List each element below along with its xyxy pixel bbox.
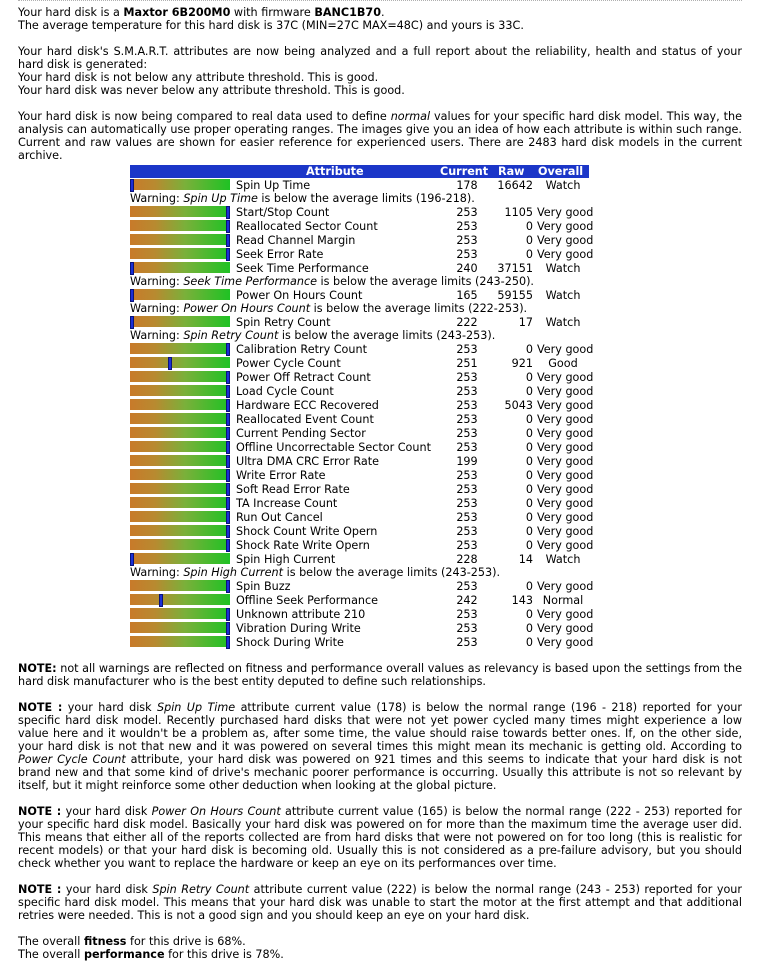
attribute-name: Power Off Retract Count — [236, 371, 371, 384]
range-bar — [130, 399, 230, 410]
current-value: 253 — [456, 483, 478, 496]
overall-status: Watch — [545, 553, 581, 566]
overall-status: Very good — [537, 469, 594, 482]
current-value: 253 — [456, 636, 478, 649]
current-value: 251 — [456, 357, 478, 370]
warning-attribute: Spin Up Time — [183, 192, 258, 205]
attribute-warning — [130, 329, 590, 342]
overall-status: Watch — [545, 316, 581, 329]
attribute-name: Power Cycle Count — [236, 357, 341, 370]
drive-intro — [18, 6, 742, 32]
raw-value: 143 — [511, 594, 533, 607]
note-label: NOTE : — [18, 701, 63, 714]
range-bar — [130, 539, 230, 550]
raw-value: 0 — [525, 455, 533, 468]
note-attribute: Power On Hours Count — [151, 805, 281, 818]
note-text: attribute current value (178) is below the normal range (196 - 218) reported for your specific hard disk model. Recently purchased hard disks that were not yet power cycled many times might experience a low value here and it wouldn't be a problem as, after some time, the value should raise towards better ones. If, on the other side, your hard disk is not that new and it was powered on several times this might mean its mechanic is getting old. According to — [18, 701, 742, 753]
overall-status: Very good — [537, 220, 594, 233]
range-bar — [130, 179, 230, 190]
current-value: 240 — [456, 262, 478, 275]
drive-model-line — [18, 6, 742, 19]
attribute-row — [130, 288, 590, 302]
attribute-row — [130, 579, 594, 593]
raw-value: 0 — [525, 580, 533, 593]
range-bar — [130, 483, 230, 494]
threshold-history: Your hard disk was never below any attribute threshold. This is good. — [18, 84, 405, 97]
attribute-name: Spin Buzz — [236, 580, 291, 593]
header-attribute: Attribute — [306, 165, 364, 178]
raw-value: 0 — [525, 483, 533, 496]
range-marker — [226, 220, 230, 233]
attribute-name: Reallocated Sector Count — [236, 220, 378, 233]
range-marker — [168, 357, 172, 370]
range-marker — [130, 179, 134, 192]
attribute-name: Soft Read Error Rate — [236, 483, 350, 496]
attribute-row — [130, 426, 594, 440]
range-bar — [130, 234, 230, 245]
compare-text: values for your specific hard disk model. This way, the analysis can automatically use proper operating ranges. The images give you an idea of how each attribute is within such range. Current and raw values are shown for easier reference for experienced users. There are 2483 hard disk models in the current archive. — [18, 110, 742, 162]
intro-text: with firmware — [230, 6, 315, 19]
range-bar — [130, 469, 230, 480]
header-current: Current — [440, 165, 489, 178]
overall-status: Very good — [537, 427, 594, 440]
range-bar — [130, 636, 230, 647]
table-body — [130, 178, 594, 649]
attribute-row — [130, 384, 594, 398]
raw-value: 5043 — [504, 399, 533, 412]
overall-status: Very good — [537, 206, 594, 219]
attribute-row — [130, 370, 594, 384]
range-marker — [226, 234, 230, 247]
attribute-warning — [130, 566, 590, 579]
range-marker — [130, 289, 134, 302]
attribute-row — [130, 621, 594, 635]
warning-text: is below the average limits (243-253). — [283, 566, 501, 579]
overall-status: Very good — [537, 636, 594, 649]
attribute-name: Reallocated Event Count — [236, 413, 374, 426]
range-bar — [130, 343, 230, 354]
range-marker — [226, 399, 230, 412]
note-text: your hard disk — [61, 883, 153, 896]
current-value: 253 — [456, 525, 478, 538]
current-value: 253 — [456, 511, 478, 524]
range-marker — [130, 553, 134, 566]
attribute-row — [130, 440, 594, 454]
overall-status: Good — [548, 357, 578, 370]
compare-text: Your hard disk is now being compared to real data used to define — [18, 110, 391, 123]
temperature-line: The average temperature for this hard disk is 37C (MIN=27C MAX=48C) and yours is 33C. — [18, 19, 524, 32]
attribute-name: Vibration During Write — [236, 622, 361, 635]
current-value: 253 — [456, 608, 478, 621]
range-marker — [130, 262, 134, 275]
raw-value: 0 — [525, 234, 533, 247]
attribute-row — [130, 552, 590, 566]
comparison-paragraph — [18, 110, 742, 162]
attribute-name: Write Error Rate — [236, 469, 326, 482]
range-bar — [130, 413, 230, 424]
overall-status: Very good — [537, 248, 594, 261]
current-value: 165 — [456, 289, 478, 302]
overall-status: Very good — [537, 539, 594, 552]
overall-summary — [18, 935, 742, 961]
warning-attribute: Spin Retry Count — [183, 329, 279, 342]
raw-value: 0 — [525, 636, 533, 649]
attribute-name: Offline Seek Performance — [236, 594, 379, 607]
attribute-name: Shock During Write — [236, 636, 344, 649]
warning-prefix: Warning: — [130, 566, 184, 579]
current-value: 253 — [456, 622, 478, 635]
attribute-name: Spin Retry Count — [236, 316, 331, 329]
range-marker — [130, 316, 134, 329]
raw-value: 0 — [525, 371, 533, 384]
header-raw: Raw — [498, 165, 525, 178]
range-marker — [226, 525, 230, 538]
attribute-name: Start/Stop Count — [236, 206, 330, 219]
range-marker — [226, 539, 230, 552]
current-value: 253 — [456, 220, 478, 233]
attribute-row — [130, 398, 594, 412]
raw-value: 16642 — [497, 179, 533, 192]
attribute-row — [130, 315, 590, 329]
current-value: 178 — [456, 179, 478, 192]
raw-value: 0 — [525, 511, 533, 524]
range-bar — [130, 385, 230, 396]
raw-value: 0 — [525, 608, 533, 621]
attribute-name: Seek Time Performance — [236, 262, 369, 275]
overall-text: for this drive is 78%. — [164, 948, 284, 961]
compare-emphasis: normal — [390, 110, 431, 123]
overall-status: Normal — [542, 594, 584, 607]
attribute-name: TA Increase Count — [236, 497, 338, 510]
raw-value: 37151 — [497, 262, 533, 275]
attribute-name: Spin Up Time — [236, 179, 311, 192]
range-marker — [226, 427, 230, 440]
note-power-on-hours — [18, 805, 742, 870]
overall-status: Very good — [537, 441, 594, 454]
note-text: your hard disk — [62, 701, 157, 714]
note-text: attribute current value (222) is below the normal range (243 - 253) reported for your specific hard disk model. This means that your hard disk was unable to start the motor at the first attempt and that additional retries were needed. This is not a good sign and you should keep an eye on your hard disk. — [18, 883, 742, 922]
note-spin-up-time — [18, 701, 742, 792]
current-value: 253 — [456, 441, 478, 454]
range-marker — [226, 441, 230, 454]
attribute-warning — [130, 192, 590, 205]
overall-status: Very good — [537, 399, 594, 412]
range-bar — [130, 262, 230, 273]
intro-text: Your hard disk is a — [18, 6, 124, 19]
table-header — [130, 165, 589, 178]
overall-status: Very good — [537, 525, 594, 538]
range-bar — [130, 580, 230, 591]
current-value: 228 — [456, 553, 478, 566]
range-bar — [130, 608, 230, 619]
attribute-row — [130, 219, 594, 233]
range-marker — [226, 580, 230, 593]
raw-value: 0 — [525, 441, 533, 454]
warning-attribute: Power On Hours Count — [183, 302, 311, 315]
warning-attribute: Seek Time Performance — [183, 275, 317, 288]
current-value: 253 — [456, 206, 478, 219]
threshold-status: Your hard disk is not below any attribute threshold. This is good. — [18, 71, 379, 84]
attribute-row — [130, 482, 594, 496]
overall-text: for this drive is 68%. — [126, 935, 246, 948]
current-value: 253 — [456, 248, 478, 261]
warning-text: is below the average limits (243-253). — [278, 329, 496, 342]
current-value: 253 — [456, 580, 478, 593]
warning-text: is below the average limits (196-218). — [257, 192, 475, 205]
warning-attribute: Spin High Current — [183, 566, 284, 579]
warning-prefix: Warning: — [130, 302, 184, 315]
overall-fitness — [18, 935, 742, 948]
attribute-name: Current Pending Sector — [236, 427, 366, 440]
range-bar — [130, 455, 230, 466]
range-bar — [130, 289, 230, 300]
raw-value: 0 — [525, 413, 533, 426]
warning-text: is below the average limits (243-250). — [317, 275, 534, 288]
range-marker — [226, 206, 230, 219]
range-marker — [226, 248, 230, 261]
attribute-row — [130, 593, 590, 607]
attribute-row — [130, 607, 594, 621]
smart-attribute-table — [130, 165, 594, 649]
attribute-name: Spin High Current — [236, 553, 336, 566]
current-value: 253 — [456, 234, 478, 247]
raw-value: 0 — [525, 385, 533, 398]
raw-value: 0 — [525, 497, 533, 510]
range-bar — [130, 316, 230, 327]
attribute-row — [130, 205, 594, 219]
overall-status: Very good — [537, 483, 594, 496]
warning-prefix: Warning: — [130, 192, 184, 205]
attribute-row — [130, 412, 594, 426]
note-general — [18, 662, 742, 688]
range-bar — [130, 497, 230, 508]
attribute-warning — [130, 275, 590, 288]
attribute-row — [130, 247, 594, 261]
note-attribute: Spin Up Time — [157, 701, 236, 714]
note-label: NOTE : — [18, 805, 62, 818]
attribute-row — [130, 342, 594, 356]
range-marker — [226, 455, 230, 468]
attribute-name: Seek Error Rate — [236, 248, 324, 261]
range-bar — [130, 206, 230, 217]
raw-value: 1105 — [504, 206, 533, 219]
raw-value: 0 — [525, 622, 533, 635]
current-value: 253 — [456, 427, 478, 440]
range-marker — [226, 469, 230, 482]
attribute-row — [130, 454, 594, 468]
overall-status: Very good — [537, 608, 594, 621]
raw-value: 0 — [525, 469, 533, 482]
warning-prefix: Warning: — [130, 275, 184, 288]
raw-value: 0 — [525, 343, 533, 356]
range-marker — [226, 483, 230, 496]
overall-status: Very good — [537, 580, 594, 593]
overall-status: Watch — [545, 289, 581, 302]
attribute-name: Offline Uncorrectable Sector Count — [236, 441, 431, 454]
overall-status: Watch — [545, 262, 581, 275]
range-bar — [130, 248, 230, 259]
overall-status: Very good — [537, 455, 594, 468]
smart-summary — [18, 45, 742, 97]
current-value: 253 — [456, 343, 478, 356]
overall-status: Very good — [537, 511, 594, 524]
current-value: 253 — [456, 385, 478, 398]
range-marker — [226, 608, 230, 621]
note-label: NOTE : — [18, 883, 62, 896]
notes-section — [18, 662, 742, 974]
attribute-row — [130, 538, 594, 552]
range-marker — [226, 385, 230, 398]
raw-value: 14 — [518, 553, 533, 566]
attribute-row — [130, 356, 590, 370]
raw-value: 0 — [525, 539, 533, 552]
note-text: not all warnings are reflected on fitness and performance overall values as relevancy is based upon the settings from the hard disk manufacturer who is the best entity deputed to define such relationships. — [18, 662, 742, 688]
range-bar — [130, 441, 230, 452]
attribute-name: Run Out Cancel — [236, 511, 323, 524]
note-text: your hard disk — [61, 805, 152, 818]
overall-status: Very good — [537, 622, 594, 635]
range-bar — [130, 594, 230, 605]
attribute-name: Load Cycle Count — [236, 385, 334, 398]
overall-status: Very good — [537, 497, 594, 510]
performance-label: performance — [83, 948, 165, 961]
overall-status: Very good — [537, 413, 594, 426]
overall-text: The overall — [18, 948, 84, 961]
warning-text: is below the average limits (222-253). — [310, 302, 528, 315]
note-label: NOTE: — [18, 662, 57, 675]
attribute-row — [130, 261, 590, 275]
attribute-row — [130, 524, 594, 538]
attribute-row — [130, 178, 590, 192]
drive-model: Maxtor 6B200M0 — [123, 6, 231, 19]
attribute-name: Unknown attribute 210 — [236, 608, 366, 621]
current-value: 253 — [456, 413, 478, 426]
range-marker — [159, 594, 163, 607]
range-marker — [226, 511, 230, 524]
current-value: 253 — [456, 469, 478, 482]
current-value: 253 — [456, 371, 478, 384]
range-bar — [130, 427, 230, 438]
attribute-row — [130, 233, 594, 247]
range-bar — [130, 525, 230, 536]
intro-text: . — [381, 6, 385, 19]
range-marker — [226, 622, 230, 635]
note-text: attribute, your hard disk was powered on 921 times and this seems to indicate that your hard disk is not brand new and that some kind of drive's mechanic poorer performance is occurring. Usually this attribute is not so relevant by itself, but it might reinforce some other deduction when looking at the global picture. — [18, 753, 742, 792]
attribute-name: Calibration Retry Count — [236, 343, 367, 356]
attribute-row — [130, 635, 594, 649]
attribute-row — [130, 496, 594, 510]
raw-value: 17 — [518, 316, 533, 329]
overall-status: Very good — [537, 385, 594, 398]
range-marker — [226, 413, 230, 426]
current-value: 253 — [456, 497, 478, 510]
overall-status: Very good — [537, 343, 594, 356]
attribute-row — [130, 510, 594, 524]
range-marker — [226, 636, 230, 649]
raw-value: 0 — [525, 220, 533, 233]
drive-firmware: BANC1B70 — [314, 6, 381, 19]
report-page — [18, 0, 742, 175]
overall-text: The overall — [18, 935, 84, 948]
overall-status: Watch — [545, 179, 581, 192]
warning-prefix: Warning: — [130, 329, 184, 342]
attribute-name: Hardware ECC Recovered — [236, 399, 379, 412]
note-attribute: Power Cycle Count — [18, 753, 126, 766]
attribute-name: Ultra DMA CRC Error Rate — [236, 455, 380, 468]
raw-value: 0 — [525, 525, 533, 538]
current-value: 242 — [456, 594, 478, 607]
range-marker — [226, 371, 230, 384]
current-value: 222 — [456, 316, 478, 329]
range-bar — [130, 553, 230, 564]
range-bar — [130, 622, 230, 633]
range-bar — [130, 511, 230, 522]
top-divider — [18, 0, 742, 1]
raw-value: 0 — [525, 427, 533, 440]
note-spin-retry — [18, 883, 742, 922]
raw-value: 0 — [525, 248, 533, 261]
range-marker — [226, 343, 230, 356]
header-overall: Overall — [538, 165, 584, 178]
attribute-name: Shock Count Write Opern — [236, 525, 378, 538]
note-attribute: Spin Retry Count — [152, 883, 250, 896]
range-marker — [226, 497, 230, 510]
attribute-warning — [130, 302, 590, 315]
attribute-name: Shock Rate Write Opern — [236, 539, 370, 552]
current-value: 199 — [456, 455, 478, 468]
smart-intro: Your hard disk's S.M.A.R.T. attributes are now being analyzed and a full report about the reliability, health and status of your hard disk is generated: — [18, 45, 742, 71]
current-value: 253 — [456, 539, 478, 552]
raw-value: 921 — [511, 357, 533, 370]
overall-status: Very good — [537, 371, 594, 384]
attribute-name: Read Channel Margin — [236, 234, 356, 247]
fitness-label: fitness — [83, 935, 127, 948]
overall-status: Very good — [537, 234, 594, 247]
range-bar — [130, 220, 230, 231]
current-value: 253 — [456, 399, 478, 412]
range-bar — [130, 357, 230, 368]
overall-performance — [18, 948, 742, 961]
attribute-name: Power On Hours Count — [236, 289, 363, 302]
range-bar — [130, 371, 230, 382]
note-text: attribute current value (165) is below the normal range (222 - 253) reported for your specific hard disk model. Basically your hard disk was powered on for more than the maximum time the average user did. This means that either all of the reports collected are from hard disks that were not powered on for too long (this is realistic for recent models) or that your hard disk is becoming old. Usually this is not considered as a pre-failure advisory, but you should check whether you want to replace the hardware or keep an eye on its performances over time. — [18, 805, 742, 870]
attribute-row — [130, 468, 594, 482]
raw-value: 59155 — [497, 289, 533, 302]
